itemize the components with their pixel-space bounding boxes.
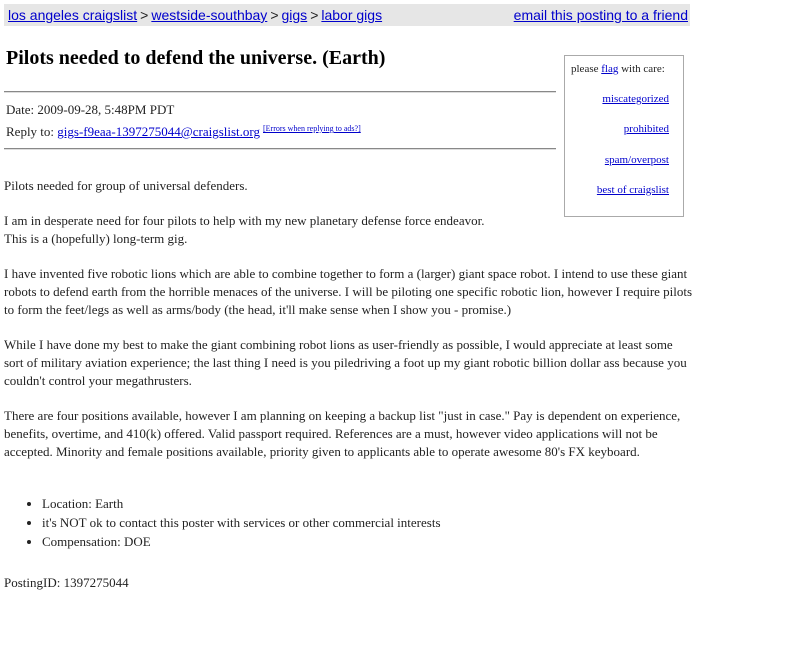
errors-replying-link[interactable]: [Errors when replying to ads?]: [263, 124, 361, 133]
breadcrumb-westside-southbay[interactable]: westside-southbay: [151, 7, 268, 23]
posting-id: PostingID: 1397275044: [4, 575, 129, 590]
posting-details-list: [4, 494, 694, 551]
flag-best-of-craigslist-link[interactable]: best of craigslist: [596, 184, 669, 196]
list-item-contact-notice: • it's NOT ok to contact this poster with services or other commercial interests: [42, 513, 694, 532]
body-line: This is a (hopefully) long-term gig.: [4, 231, 188, 246]
breadcrumb-separator: >: [140, 7, 149, 23]
flag-miscategorized-link[interactable]: miscategorized: [602, 93, 669, 105]
list-item-compensation: • Compensation: DOE: [42, 532, 694, 551]
flag-header: [571, 63, 665, 75]
email-posting-link[interactable]: email this posting to a friend: [513, 7, 688, 23]
body-paragraph: While I have done my best to make the giant combining robot lions as user-friendly as possible, I would appreciate at least some sort of military aviation experience; the last thing I need is you piledriving a foot up my giant robotic billion dollar ass because you couldn't control your megathrusters.: [4, 337, 687, 388]
header-divider: [4, 148, 556, 150]
posting-date: Date: 2009-09-28, 5:48PM PDT: [6, 102, 175, 117]
title-divider: [4, 91, 556, 93]
body-line: I am in desperate need for four pilots to help with my new planetary defense force endeavor.: [4, 213, 485, 228]
reply-email-link[interactable]: gigs-f9eaa-1397275044@craigslist.org: [57, 124, 260, 139]
body-paragraph: [4, 212, 694, 248]
breadcrumb-separator: >: [310, 7, 319, 23]
flag-spam-overpost-link[interactable]: spam/overpost: [604, 154, 669, 166]
list-item-location: • Location: Earth: [42, 494, 694, 513]
body-paragraph: I have invented five robotic lions which are able to combine together to form a (larger) giant space robot. I intend to use these giant robots to defend earth from the horrible menaces of the universe. I will be piloting one specific robotic lion, however I require pilots to form the feet/legs as well as arms/body (the head, it'll make sense when I show you - promise.): [4, 266, 693, 317]
body-paragraph: There are four positions available, however I am planning on keeping a backup list "just in case." Pay is dependent on experience, benefits, overtime, and 410(k) offered. Valid passport required. References are a must, however video applications will not be accepted. Minority and female positions available, priority given to applicants able to operate awesome 80's FX keyboard.: [4, 408, 681, 459]
breadcrumb-separator: >: [270, 7, 279, 23]
reply-to-label: Reply to:: [6, 124, 58, 139]
reply-to-line: [6, 124, 361, 140]
breadcrumb-labor-gigs[interactable]: labor gigs: [321, 7, 383, 23]
breadcrumb-la-craigslist[interactable]: los angeles craigslist: [8, 7, 138, 23]
breadcrumb-bar: [4, 4, 690, 26]
body-paragraph: Pilots needed for group of universal defenders.: [4, 178, 248, 193]
flag-prefix: please: [571, 63, 602, 75]
posting-body: [4, 177, 694, 592]
flag-link[interactable]: flag: [601, 63, 619, 75]
flag-suffix: with care:: [618, 63, 665, 75]
breadcrumb: [8, 4, 382, 26]
flag-prohibited-link[interactable]: prohibited: [623, 123, 669, 135]
posting-title: Pilots needed to defend the universe. (Earth): [6, 47, 386, 69]
breadcrumb-gigs[interactable]: gigs: [281, 7, 308, 23]
